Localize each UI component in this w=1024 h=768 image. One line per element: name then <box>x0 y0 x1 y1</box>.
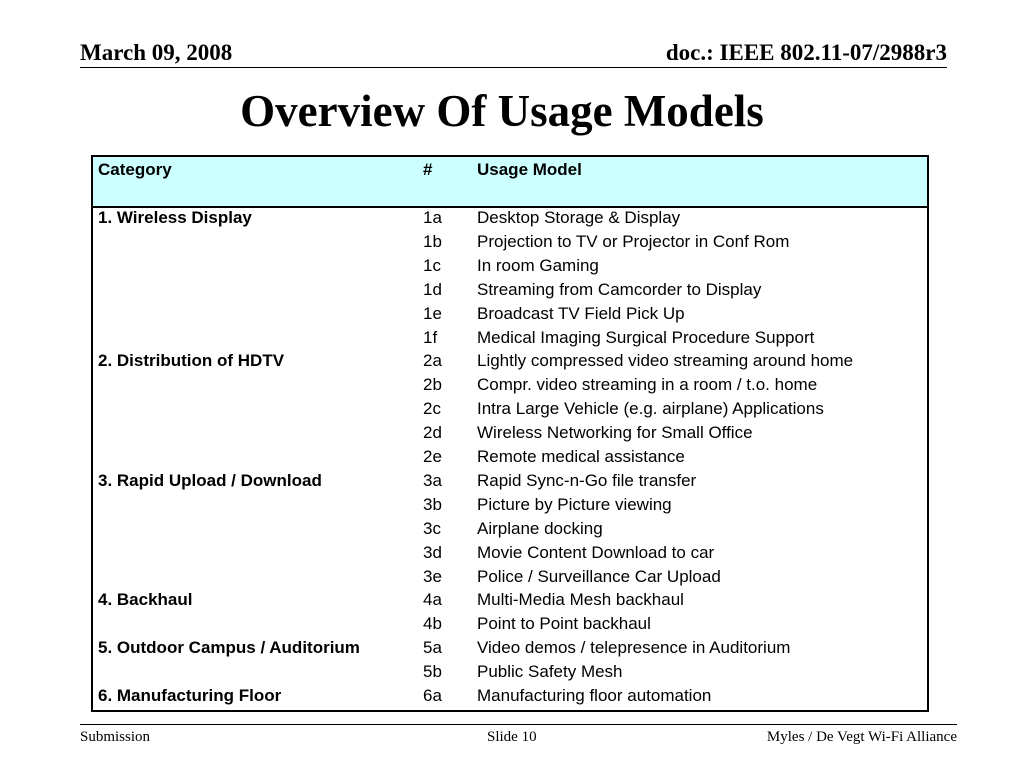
row-usage-model: Police / Surveillance Car Upload <box>477 566 721 586</box>
row-usage-model: Lightly compressed video streaming around home <box>477 351 854 371</box>
row-number: 6a <box>423 686 442 705</box>
row-category: 5. Outdoor Campus / Auditorium <box>98 638 360 658</box>
row-usage-model: Airplane docking <box>477 518 603 538</box>
row-number: 4a <box>423 590 442 610</box>
row-usage-model: Compr. video streaming in a room / t.o. home <box>477 375 818 395</box>
table-row <box>93 328 927 352</box>
row-usage-model: Streaming from Camcorder to Display <box>477 279 762 299</box>
row-number: 5a <box>423 638 442 658</box>
header-date: March 09, 2008 <box>80 40 233 65</box>
row-number: 2d <box>423 423 442 443</box>
row-usage-model: Manufacturing floor automation <box>477 686 712 705</box>
row-number: 2b <box>423 375 442 395</box>
table-row <box>93 519 927 543</box>
row-usage-model: Video demos / telepresence in Auditorium <box>477 638 791 658</box>
row-usage-model: Picture by Picture viewing <box>477 494 672 514</box>
header-number: # <box>423 160 433 179</box>
table-row <box>93 375 927 399</box>
table-row <box>93 208 927 232</box>
row-category: 2. Distribution of HDTV <box>98 351 285 371</box>
usage-models-table <box>91 155 929 712</box>
header-category: Category <box>98 160 172 179</box>
table-row <box>93 495 927 519</box>
row-usage-model: Wireless Networking for Small Office <box>477 423 753 443</box>
table-row <box>93 232 927 256</box>
table-row <box>93 590 927 614</box>
row-number: 3c <box>423 518 441 538</box>
row-usage-model: Broadcast TV Field Pick Up <box>477 303 685 323</box>
row-usage-model: Multi-Media Mesh backhaul <box>477 590 684 610</box>
table-row <box>93 662 927 686</box>
header-usage-model: Usage Model <box>477 160 582 179</box>
row-usage-model: Desktop Storage & Display <box>477 208 681 227</box>
row-category: 6. Manufacturing Floor <box>98 686 282 705</box>
header-divider <box>80 67 947 68</box>
row-usage-model: Point to Point backhaul <box>477 614 651 634</box>
footer-author: Myles / De Vegt Wi-Fi Alliance <box>766 729 957 745</box>
footer-submission: Submission <box>80 729 151 745</box>
row-number: 2c <box>423 399 441 419</box>
header-doc-id: doc.: IEEE 802.11-07/2988r3 <box>665 40 947 65</box>
table-row <box>93 423 927 447</box>
row-number: 1e <box>423 303 442 323</box>
table-row <box>93 567 927 591</box>
row-number: 4b <box>423 614 442 634</box>
table-row <box>93 399 927 423</box>
row-usage-model: Remote medical assistance <box>477 447 685 466</box>
row-usage-model: Public Safety Mesh <box>477 662 623 682</box>
row-category: 1. Wireless Display <box>98 208 252 227</box>
row-number: 3a <box>423 470 442 490</box>
row-number: 1c <box>423 255 441 275</box>
row-usage-model: Medical Imaging Surgical Procedure Support <box>477 327 815 347</box>
row-number: 2a <box>423 351 442 371</box>
row-number: 1b <box>423 231 442 251</box>
footer-slide-number: Slide 10 <box>487 729 537 745</box>
table-header-row <box>93 157 927 208</box>
table-row <box>93 614 927 638</box>
row-number: 1f <box>423 327 438 347</box>
row-number: 5b <box>423 662 442 682</box>
table-row <box>93 351 927 375</box>
table-row <box>93 543 927 567</box>
table-row <box>93 304 927 328</box>
row-usage-model: Projection to TV or Projector in Conf Rom <box>477 231 790 251</box>
row-usage-model: Movie Content Download to car <box>477 542 715 562</box>
row-number: 2e <box>423 447 442 466</box>
table-row <box>93 471 927 495</box>
row-category: 4. Backhaul <box>98 590 193 610</box>
table-row <box>93 686 927 710</box>
row-usage-model: Intra Large Vehicle (e.g. airplane) Applications <box>477 399 824 419</box>
row-number: 1d <box>423 279 442 299</box>
slide-title: Overview Of Usage Models <box>240 86 764 136</box>
row-number: 1a <box>423 208 442 227</box>
row-usage-model: Rapid Sync-n-Go file transfer <box>477 470 697 490</box>
row-number: 3b <box>423 494 442 514</box>
table-row <box>93 256 927 280</box>
row-number: 3e <box>423 566 442 586</box>
row-number: 3d <box>423 542 442 562</box>
footer-divider <box>80 724 957 725</box>
table-row <box>93 638 927 662</box>
table-row <box>93 280 927 304</box>
row-category: 3. Rapid Upload / Download <box>98 470 322 490</box>
row-usage-model: In room Gaming <box>477 255 599 275</box>
table-row <box>93 447 927 471</box>
